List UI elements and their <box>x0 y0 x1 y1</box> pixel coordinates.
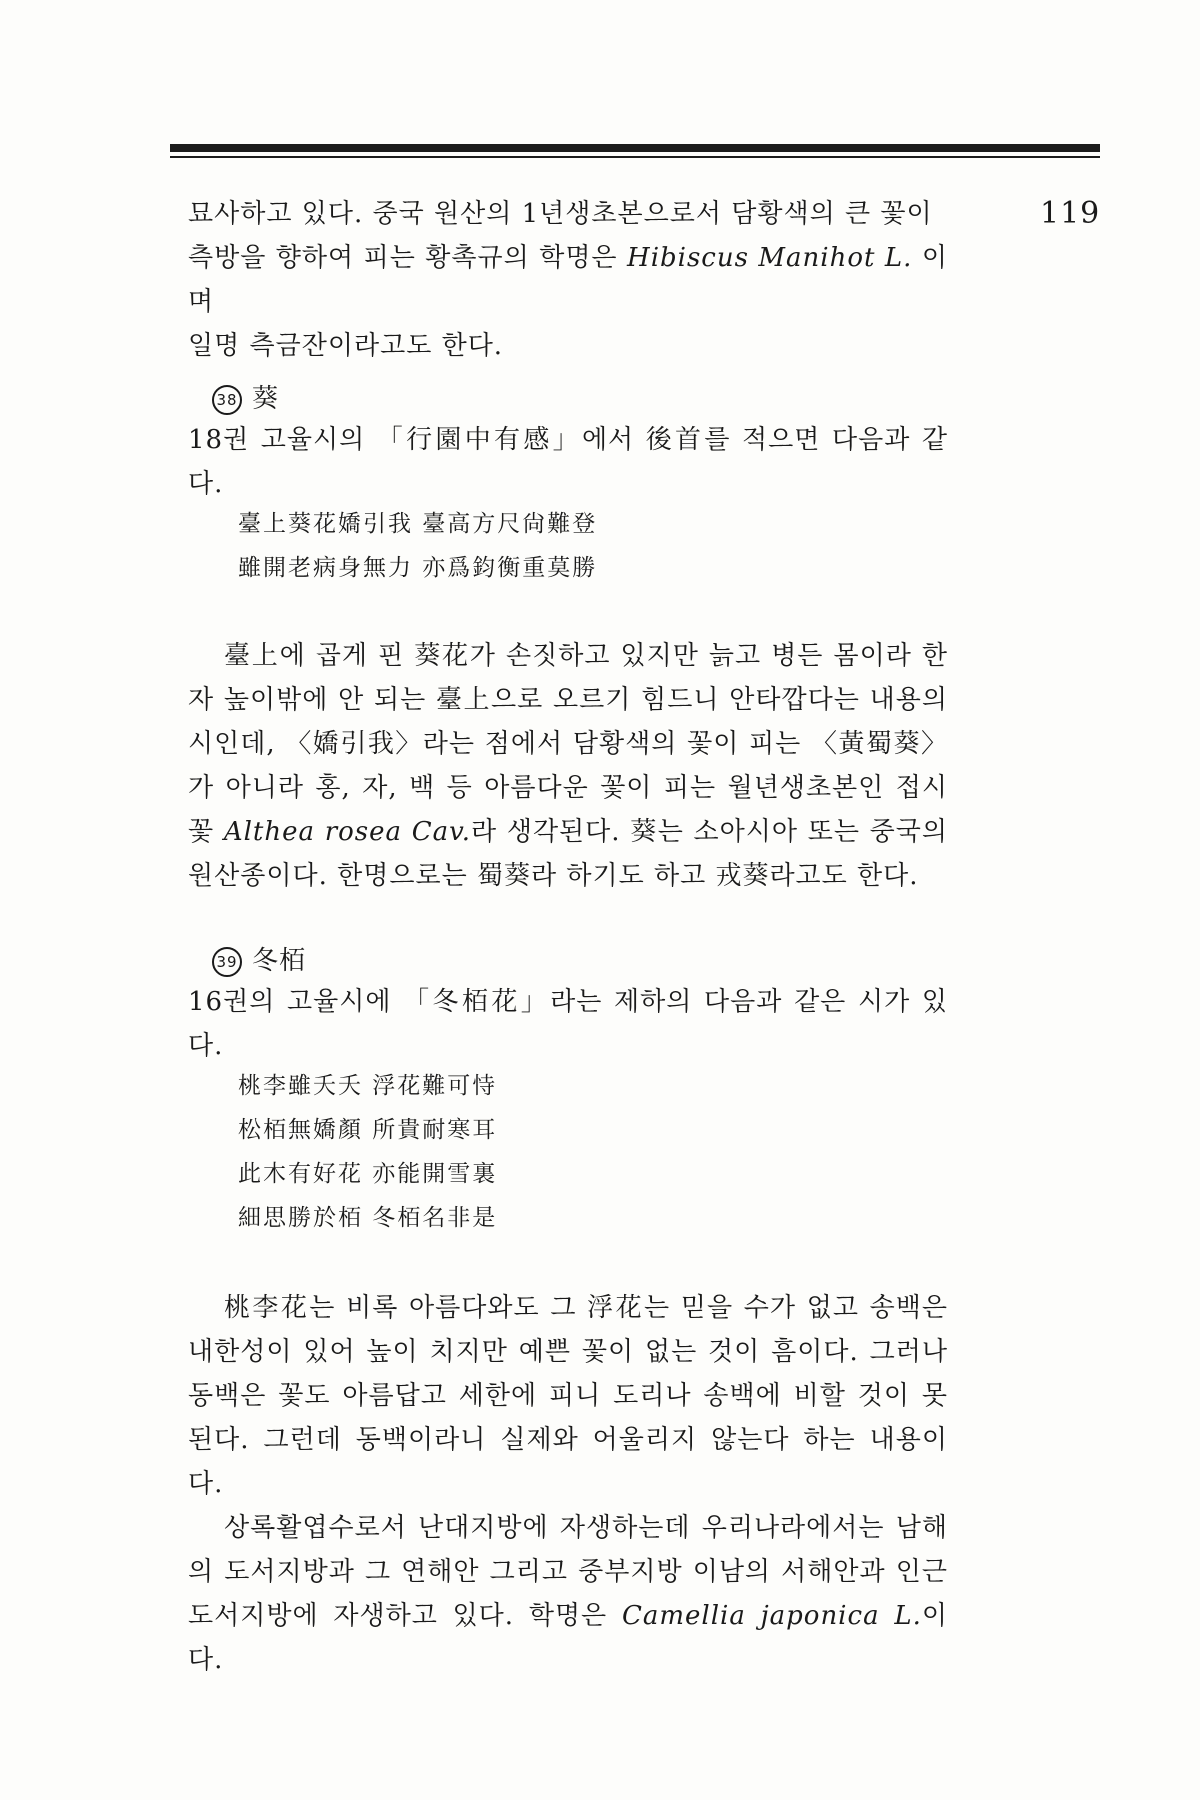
top-line-1: 묘사하고 있다. 중국 원산의 1년생초본으로서 담황색의 큰 꽃이 <box>188 199 933 229</box>
page-number: 119 <box>1040 196 1101 231</box>
section-38-explanation: 臺上에 곱게 핀 葵花가 손짓하고 있지만 늙고 병든 몸이라 한 자 높이밖에 안 되는 臺上으로 오르기 힘드니 안타깝다는 내용의 시인데, 〈嬌引我〉라는 점에서 담황색의 꽃이 피는 〈黃蜀葵〉가 아니라 홍, 자, 백 등 아름다운 꽃이 피는 월년생초본인 접시꽃 Althea rosea Cav.라 생각된다. 葵는 소아시아 또는 중국의 원산종이다. 한명으로는 蜀葵라 하기도 하고 戎葵라고도 한다. <box>188 641 948 891</box>
section-38-poem <box>238 502 597 590</box>
poem-39-line-2: 松栢無嬌顏 所貴耐寒耳 <box>238 1117 498 1143</box>
species-hibiscus: Hibiscus Manihot L. <box>627 243 913 273</box>
section-38-title: 葵 <box>252 384 280 414</box>
section-38-number: 38 <box>212 385 242 415</box>
poem-39-line-4: 細思勝於栢 冬栢名非是 <box>238 1205 498 1231</box>
species-althea: Althea rosea Cav. <box>223 817 471 847</box>
section-39-explanation: 桃李花는 비록 아름다와도 그 浮花는 믿을 수가 없고 송백은 내한성이 있어 높이 치지만 예쁜 꽃이 없는 것이 흠이다. 그러나 동백은 꽃도 아름답고 세한에 피니 도리나 송백에 비할 것이 못 된다. 그런데 동백이라니 실제와 어울리지 않는다 하는 내용이다. 상록활엽수로서 난대지방에 자생하는데 우리나라에서는 남해의 도서지방과 그 연해안 그리고 중부지방 이남의 서해안과 인근 도서지방에 자생하고 있다. 학명은 Camellia japonica L.이다. <box>188 1286 948 1682</box>
section-39-habitat: 상록활엽수로서 난대지방에 자생하는데 우리나라에서는 남해의 도서지방과 그 연해안 그리고 중부지방 이남의 서해안과 인근 도서지방에 자생하고 있다. 학명은 Camellia japonica L.이다. <box>188 1513 948 1675</box>
top-paragraph <box>188 192 948 368</box>
top-line-2: 측방을 향하여 피는 황촉규의 학명은 <box>188 243 628 273</box>
section-38-heading <box>212 378 279 415</box>
section-39-poem <box>238 1064 497 1240</box>
top-line-2-end: 이며 <box>188 243 948 317</box>
poem-38-line-1: 臺上葵花嬌引我 臺高方尺尙難登 <box>238 511 598 537</box>
section-39-heading <box>212 940 306 977</box>
header-rule-thick <box>170 144 1100 152</box>
header-rule-thin <box>170 156 1100 158</box>
section-39-intro: 16권의 고율시에 「冬栢花」라는 제하의 다음과 같은 시가 있다. <box>188 987 948 1061</box>
section-38-intro: 18권 고율시의 「行園中有感」에서 後首를 적으면 다음과 같다. <box>188 425 948 499</box>
section-39-number: 39 <box>212 947 242 977</box>
poem-39-line-3: 此木有好花 亦能開雪裏 <box>238 1161 498 1187</box>
poem-38-line-2: 雖開老病身無力 亦爲鈞衡重莫勝 <box>238 555 598 581</box>
section-39-title: 冬栢 <box>252 946 307 976</box>
poem-39-line-1: 桃李雖夭夭 浮花難可恃 <box>238 1073 498 1099</box>
top-line-3: 일명 측금잔이라고도 한다. <box>188 331 504 361</box>
species-camellia: Camellia japonica L. <box>621 1601 922 1631</box>
